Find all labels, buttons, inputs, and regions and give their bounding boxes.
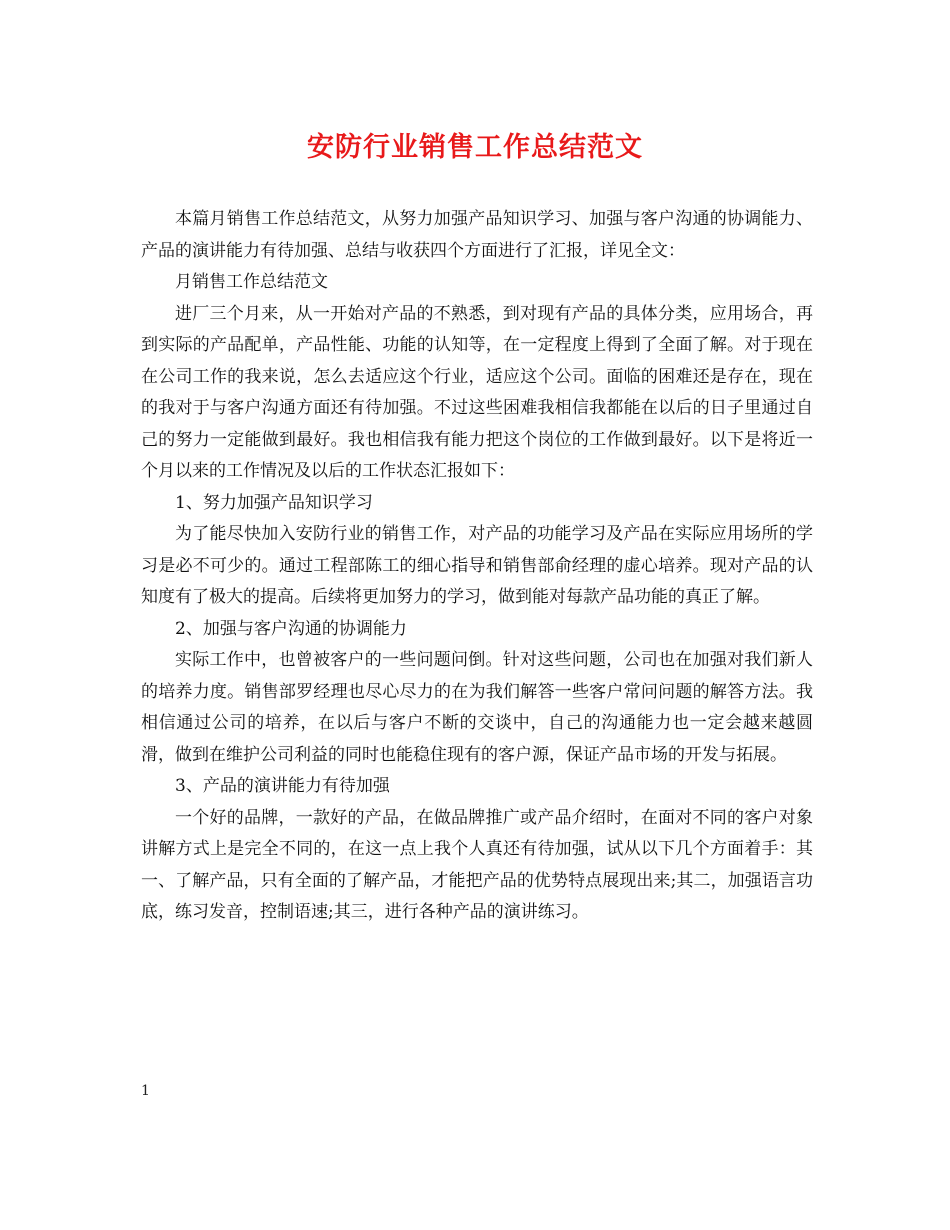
paragraph-overview: 进厂三个月来，从一开始对产品的不熟悉，到对现有产品的具体分类，应用场合，再到实际的产品配单，产品性能、功能的认知等，在一定程度上得到了全面了解。对于现在在公司工作的我来说，怎么去适应这个行业，适应这个公司。面临的困难还是存在，现在的我对于与客户沟通方面还有待加强。不过这些困难我相信我都能在以后的日子里通过自己的努力一定能做到最好。我也相信我有能力把这个岗位的工作做到最好。以下是将近一个月以来的工作情况及以后的工作状态汇报如下：: [141, 303, 813, 481]
paragraph-section-3: 一个好的品牌，一款好的产品，在做品牌推广或产品介绍时，在面对不同的客户对象讲解方式上是完全不同的，在这一点上我个人真还有待加强，试从以下几个方面着手：其一、了解产品，只有全面的了解产品，才能把产品的优势特点展现出来;其二，加强语言功底，练习发音，控制语速;其三，进行各种产品的演讲练习。: [141, 807, 813, 922]
section-heading-1: 1、努力加强产品知识学习: [175, 492, 373, 513]
document-title: 安防行业销售工作总结范文: [307, 132, 643, 163]
paragraph-section-2: 实际工作中，也曾被客户的一些问题问倒。针对这些问题，公司也在加强对我们新人的培养力度。销售部罗经理也尽心尽力的在为我们解答一些客户常问问题的解答方法。我相信通过公司的培养，在以后与客户不断的交谈中，自己的沟通能力也一定会越来越圆滑，做到在维护公司利益的同时也能稳住现有的客户源，保证产品市场的开发与拓展。: [141, 650, 813, 765]
paragraph-intro: 本篇月销售工作总结范文，从努力加强产品知识学习、加强与客户沟通的协调能力、产品的演讲能力有待加强、总结与收获四个方面进行了汇报，详见全文：: [141, 209, 813, 261]
paragraph-subtitle: 月销售工作总结范文: [175, 272, 328, 292]
paragraph-section-1: 为了能尽快加入安防行业的销售工作，对产品的功能学习及产品在实际应用场所的学习是必不可少的。通过工程部陈工的细心指导和销售部俞经理的虚心培养。现对产品的认知度有了极大的提高。后续将更加努力的学习，做到能对每款产品功能的真正了解。: [141, 524, 813, 607]
page-number: 1: [141, 1083, 150, 1099]
section-heading-3: 3、产品的演讲能力有待加强: [175, 776, 390, 796]
section-heading-2: 2、加强与客户沟通的协调能力: [175, 618, 407, 639]
document-body: [141, 204, 813, 929]
